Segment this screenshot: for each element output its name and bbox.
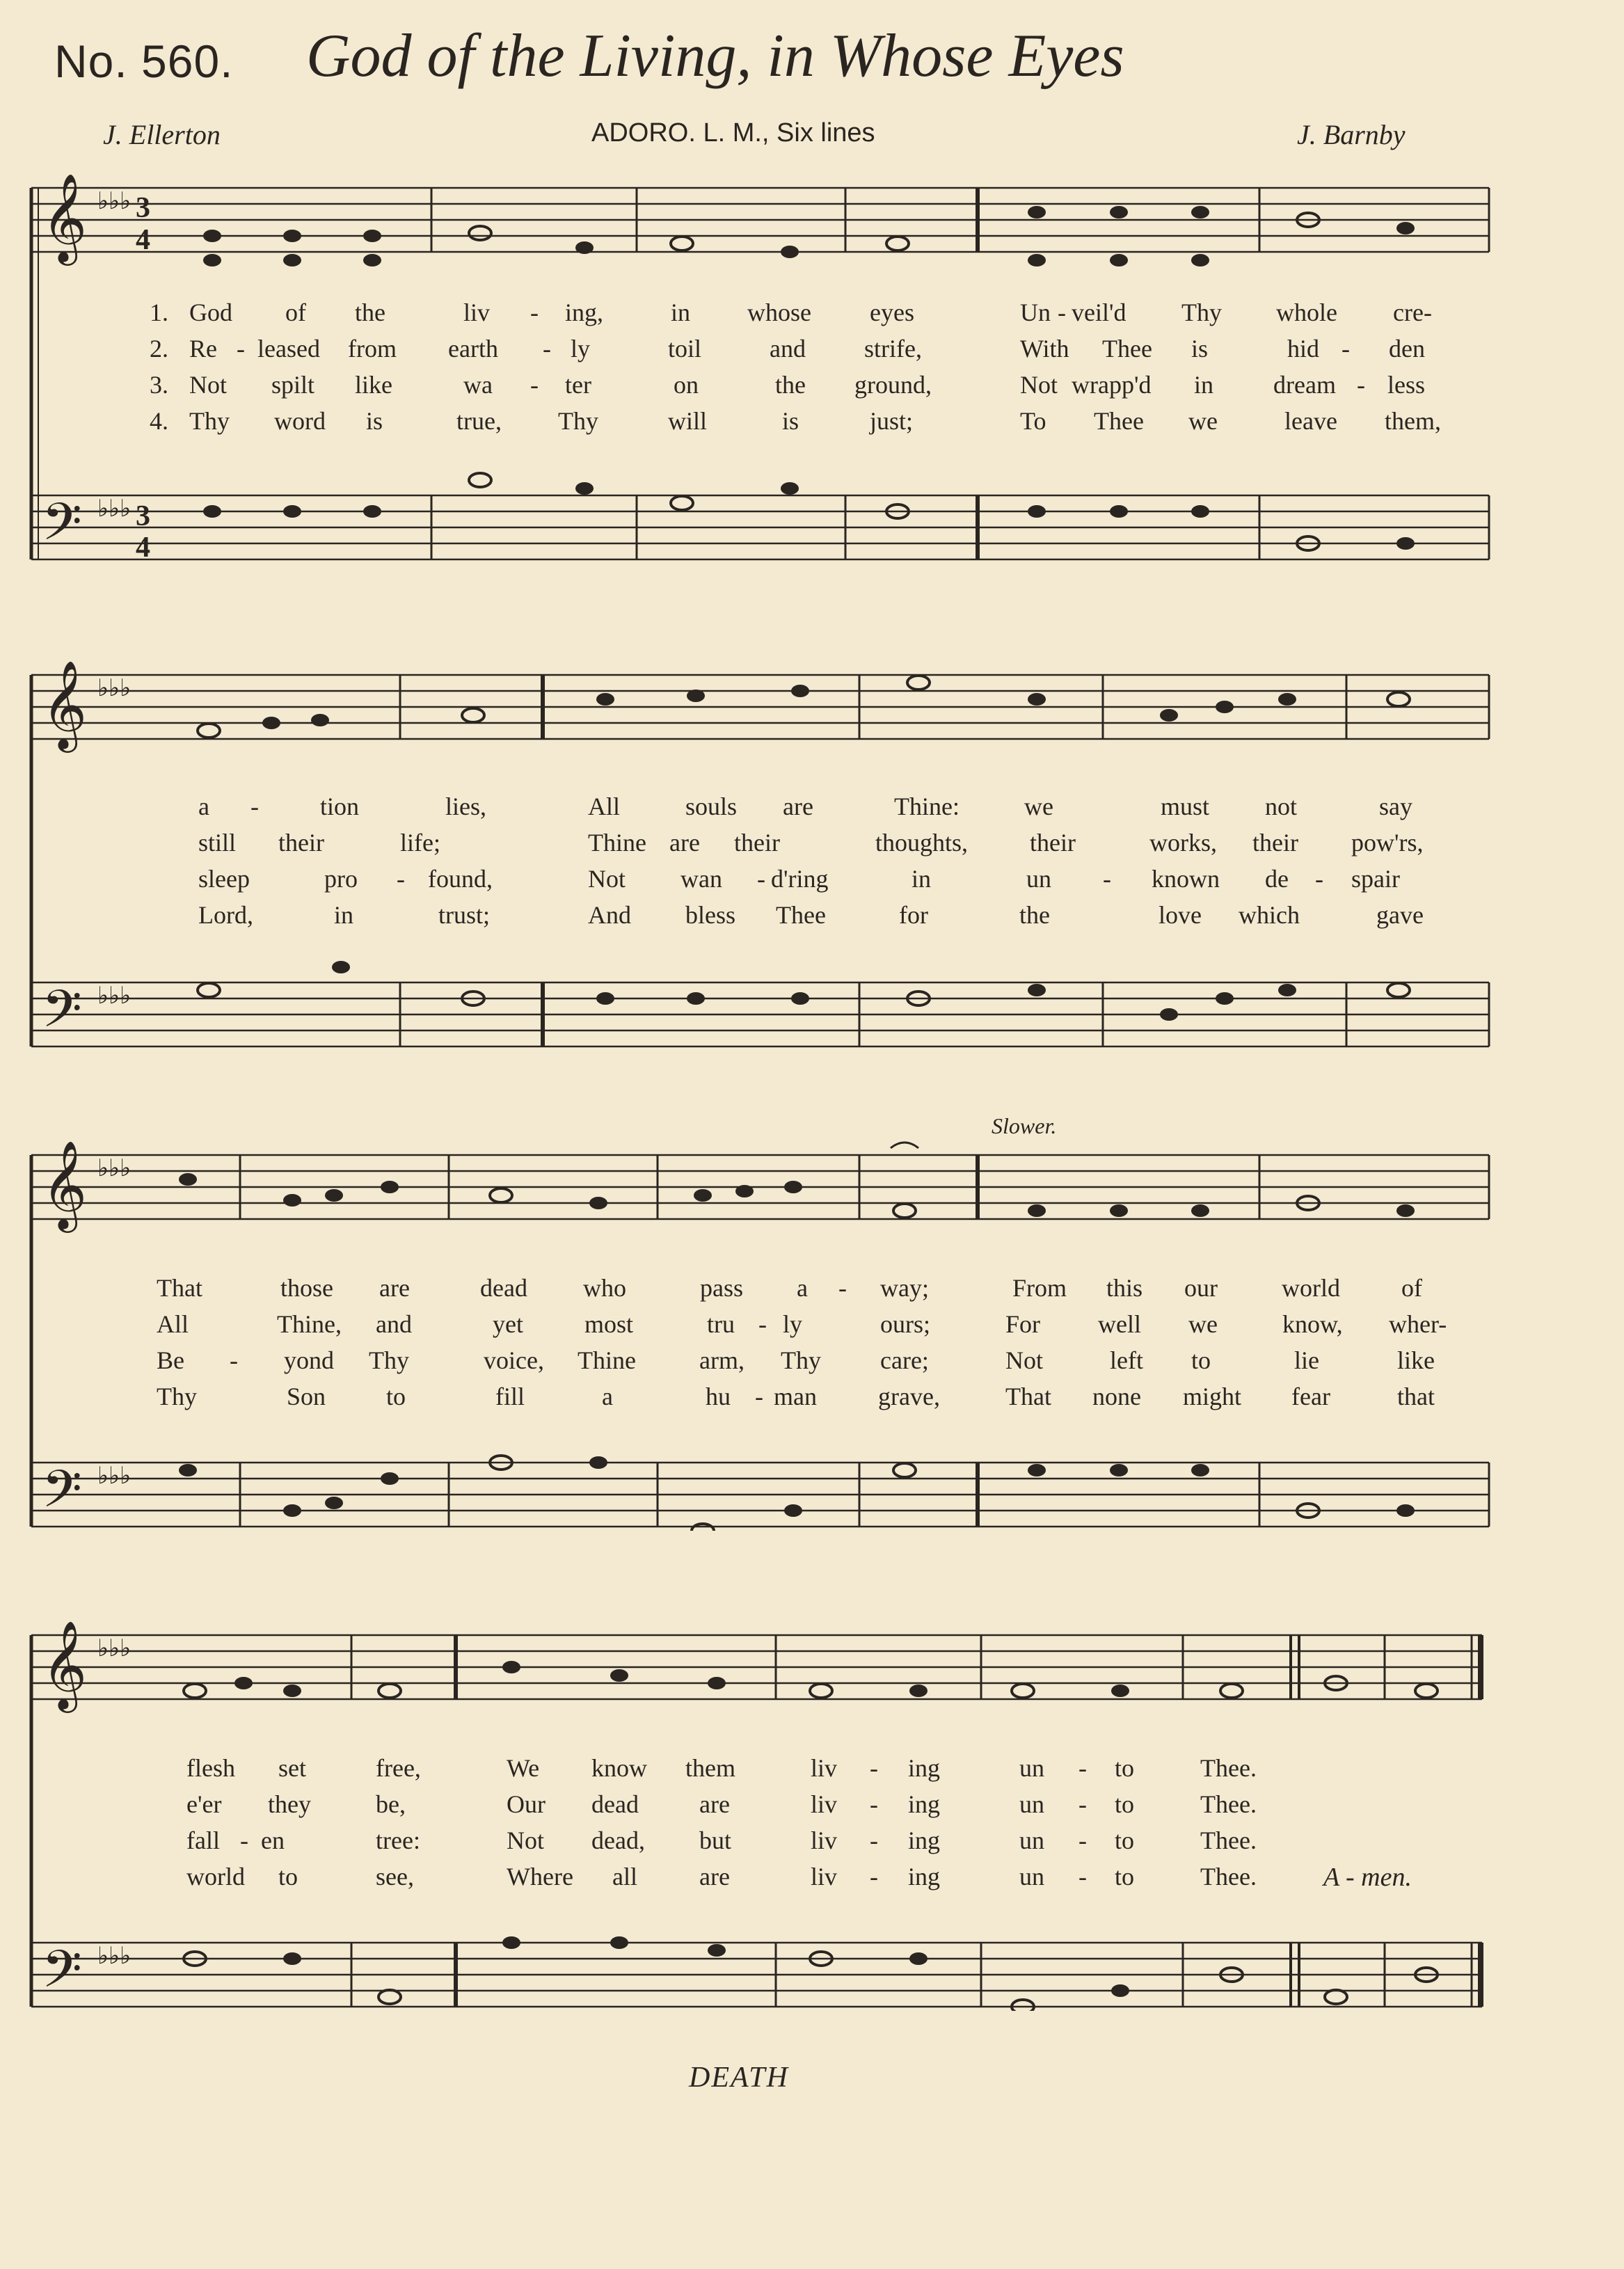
syllable: - <box>250 793 259 820</box>
syllable: For <box>1005 1310 1041 1338</box>
syllable: All <box>588 793 621 820</box>
syllable: To <box>1020 407 1046 435</box>
syllable: All <box>157 1310 189 1338</box>
syllable: to <box>1191 1346 1211 1374</box>
time-signature-bottom-treble: 4 <box>136 224 150 256</box>
section-footer: DEATH <box>689 2062 789 2094</box>
syllable: ground, <box>854 371 932 399</box>
treble-clef-icon: 𝄞 <box>42 1621 88 1709</box>
syllable: en <box>261 1826 285 1854</box>
syllable: none <box>1092 1383 1141 1410</box>
syllable: way; <box>880 1274 929 1302</box>
syllable: gave <box>1376 901 1424 929</box>
syllable: un <box>1019 1754 1044 1782</box>
syllable: who <box>583 1274 626 1302</box>
syllable: ly <box>571 335 591 363</box>
syllable: With <box>1020 335 1069 363</box>
syllable: free, <box>376 1754 421 1782</box>
syllable: arm, <box>699 1346 745 1374</box>
syllable: like <box>1397 1346 1435 1374</box>
syllable: souls <box>685 793 738 820</box>
syllable: pro <box>324 865 358 893</box>
syllable: - <box>1357 371 1365 399</box>
syllable: in <box>671 298 691 326</box>
syllable: to <box>1115 1826 1135 1854</box>
syllable: found, <box>428 865 493 893</box>
syllable: this <box>1106 1274 1143 1302</box>
syllable: are <box>783 793 813 820</box>
syllable: word <box>274 407 326 435</box>
syllable: earth <box>448 335 498 363</box>
syllable: fill <box>495 1383 525 1410</box>
syllable: - <box>1078 1863 1087 1890</box>
syllable: to <box>1115 1790 1135 1818</box>
verse-line-1 <box>0 1273 1624 1309</box>
syllable: care; <box>880 1346 929 1374</box>
syllable: liv <box>811 1754 838 1782</box>
svg-text:♭♭♭: ♭♭♭ <box>97 1156 132 1181</box>
syllable: the <box>1019 901 1050 929</box>
syllable: Be <box>157 1346 184 1374</box>
lyrics-system-2 <box>0 792 1624 937</box>
syllable: Son <box>287 1383 326 1410</box>
syllable: are <box>379 1274 410 1302</box>
treble-clef-icon: 𝄞 <box>42 661 88 749</box>
syllable: to <box>1115 1863 1135 1890</box>
syllable: We <box>507 1754 540 1782</box>
svg-text:♭♭♭: ♭♭♭ <box>97 1943 132 1969</box>
syllable: are <box>669 829 700 857</box>
syllable: we <box>1024 793 1053 820</box>
author-credit: J. Ellerton <box>103 119 221 150</box>
syllable: thoughts, <box>875 829 969 857</box>
syllable: their <box>1252 829 1298 857</box>
time-signature-top-treble: 3 <box>136 192 150 224</box>
syllable: hid <box>1287 335 1320 363</box>
syllable: and <box>770 335 806 363</box>
verse-line-1 <box>0 1753 1624 1790</box>
syllable: Where <box>507 1863 573 1890</box>
syllable: trust; <box>438 901 491 929</box>
syllable: is <box>366 407 383 435</box>
syllable: dead <box>480 1274 527 1302</box>
syllable: - <box>870 1754 878 1782</box>
syllable: fear <box>1291 1383 1330 1410</box>
syllable: Thee. <box>1200 1790 1257 1818</box>
syllable: lies, <box>445 793 486 820</box>
syllable: bless <box>685 901 735 929</box>
syllable: Thee. <box>1200 1754 1257 1782</box>
verse-line-1 <box>0 792 1624 828</box>
syllable: in <box>334 901 354 929</box>
verse-line-4 <box>0 900 1624 937</box>
syllable: tree: <box>376 1826 420 1854</box>
syllable: whose <box>747 298 811 326</box>
syllable: left <box>1110 1346 1143 1374</box>
syllable: must <box>1161 793 1210 820</box>
syllable: flesh <box>186 1754 235 1782</box>
verse-line-2 <box>0 1309 1624 1346</box>
syllable: yet <box>493 1310 523 1338</box>
syllable: un <box>1019 1863 1044 1890</box>
syllable: un <box>1019 1826 1044 1854</box>
syllable: are <box>699 1863 730 1890</box>
syllable: be, <box>376 1790 406 1818</box>
syllable: but <box>699 1826 732 1854</box>
syllable: fall <box>186 1826 220 1854</box>
syllable: Not <box>507 1826 544 1854</box>
syllable: ing, <box>565 298 604 326</box>
treble-staff-1 <box>31 188 1489 252</box>
syllable: lie <box>1294 1346 1319 1374</box>
verse-line-4 <box>0 1862 1624 1898</box>
syllable: liv <box>811 1790 838 1818</box>
syllable: world <box>1282 1274 1340 1302</box>
syllable: - <box>870 1790 878 1818</box>
syllable: Thee <box>776 901 826 929</box>
syllable: ing <box>908 1754 941 1782</box>
syllable: That <box>157 1274 202 1302</box>
syllable: tru <box>707 1310 735 1338</box>
syllable: might <box>1183 1383 1242 1410</box>
syllable: well <box>1098 1310 1141 1338</box>
syllable: set <box>278 1754 306 1782</box>
syllable: - <box>1078 1754 1087 1782</box>
syllable: Thy <box>369 1346 409 1374</box>
syllable: for <box>899 901 928 929</box>
syllable: Not <box>189 371 227 399</box>
syllable: not <box>1265 793 1298 820</box>
syllable: liv <box>811 1863 838 1890</box>
syllable: they <box>268 1790 311 1818</box>
syllable: grave, <box>878 1383 940 1410</box>
bass-clef-icon: 𝄢 <box>42 492 82 564</box>
syllable: - <box>870 1863 878 1890</box>
syllable: Thee. <box>1200 1826 1257 1854</box>
hymn-number: No. 560. <box>54 35 234 87</box>
verse-line-2 <box>0 1790 1624 1826</box>
tempo-marking: Slower. <box>992 1113 1057 1138</box>
syllable: to <box>386 1383 406 1410</box>
syllable: know <box>591 1754 647 1782</box>
verse-line-4 <box>0 406 1624 443</box>
syllable: their <box>278 829 324 857</box>
syllable: true, <box>456 407 502 435</box>
syllable: like <box>355 371 392 399</box>
syllable: - <box>237 335 245 363</box>
tune-meter: ADORO. L. M., Six lines <box>591 118 875 148</box>
fermata-icon <box>891 1143 918 1148</box>
syllable: which <box>1239 901 1300 929</box>
verse-line-3 <box>0 864 1624 900</box>
syllable: the <box>775 371 806 399</box>
syllable: know, <box>1282 1310 1343 1338</box>
syllable: voice, <box>484 1346 544 1374</box>
syllable: God <box>189 298 232 326</box>
syllable: pass <box>700 1274 743 1302</box>
syllable: liv <box>463 298 491 326</box>
bass-clef-icon: 𝄢 <box>42 979 82 1051</box>
time-signature-bottom-bass: 4 <box>136 532 150 564</box>
syllable: Thee <box>1094 407 1144 435</box>
syllable: is <box>782 407 799 435</box>
syllable: de <box>1265 865 1289 893</box>
verse-number: 2. <box>150 335 168 363</box>
syllable: - <box>1103 865 1111 893</box>
syllable: veil'd <box>1072 298 1127 326</box>
syllable: Our <box>507 1790 546 1818</box>
syllable: leave <box>1284 407 1337 435</box>
syllable: hu <box>706 1383 731 1410</box>
syllable: still <box>198 829 237 857</box>
syllable: toil <box>668 335 702 363</box>
syllable: of <box>1401 1274 1422 1302</box>
syllable: - <box>1078 1826 1087 1854</box>
syllable: Lord, <box>198 901 253 929</box>
syllable: Thine: <box>894 793 960 820</box>
verse-line-2 <box>0 828 1624 864</box>
syllable: - <box>757 865 765 893</box>
syllable: works, <box>1149 829 1217 857</box>
syllable: world <box>186 1863 245 1890</box>
syllable: ing <box>908 1863 941 1890</box>
syllable: known <box>1152 865 1220 893</box>
syllable: them <box>685 1754 735 1782</box>
syllable: e'er <box>186 1790 222 1818</box>
svg-text:♭♭♭: ♭♭♭ <box>97 1463 132 1489</box>
syllable: - <box>230 1346 238 1374</box>
syllable: on <box>674 371 699 399</box>
syllable: - <box>1058 298 1066 326</box>
syllable: in <box>911 865 932 893</box>
syllable: wan <box>680 865 722 893</box>
syllable: a <box>602 1383 613 1410</box>
syllable: wa <box>463 371 493 399</box>
syllable: - <box>530 298 539 326</box>
syllable: spilt <box>271 371 315 399</box>
syllable: ours; <box>880 1310 930 1338</box>
syllable: cre- <box>1393 298 1432 326</box>
syllable: most <box>584 1310 634 1338</box>
syllable: life; <box>400 829 440 857</box>
syllable: Un <box>1020 298 1051 326</box>
syllable: - <box>1078 1790 1087 1818</box>
time-signature-top-bass: 3 <box>136 500 150 532</box>
syllable: un <box>1019 1790 1044 1818</box>
syllable: spair <box>1351 865 1400 893</box>
syllable: - <box>758 1310 767 1338</box>
syllable: pow'rs, <box>1351 829 1424 857</box>
syllable: will <box>668 407 708 435</box>
bass-clef-icon: 𝄢 <box>42 1939 82 2011</box>
syllable: - <box>543 335 551 363</box>
syllable: That <box>1005 1383 1051 1410</box>
treble-clef-icon: 𝄞 <box>42 1141 88 1229</box>
syllable: - <box>240 1826 248 1854</box>
syllable: Thine <box>578 1346 636 1374</box>
syllable: dream <box>1273 371 1336 399</box>
syllable: that <box>1397 1383 1435 1410</box>
verse-number: 4. <box>150 407 168 435</box>
syllable: Not <box>1005 1346 1043 1374</box>
syllable: the <box>355 298 385 326</box>
syllable: from <box>348 335 397 363</box>
syllable: eyes <box>870 298 914 326</box>
syllable: to <box>278 1863 298 1890</box>
verse-number: 3. <box>150 371 168 399</box>
syllable: - <box>1315 865 1323 893</box>
syllable: say <box>1379 793 1412 820</box>
syllable: Thy <box>781 1346 821 1374</box>
syllable: Thy <box>189 407 230 435</box>
syllable: Thee <box>1102 335 1152 363</box>
syllable: - <box>397 865 405 893</box>
syllable: den <box>1389 335 1425 363</box>
verse-line-2 <box>0 334 1624 370</box>
syllable: Thine, <box>277 1310 342 1338</box>
hymn-title: God of the Living, in Whose Eyes <box>306 22 1124 90</box>
syllable: Thy <box>558 407 598 435</box>
syllable: a <box>198 793 209 820</box>
bass-clef-icon: 𝄢 <box>42 1459 82 1531</box>
amen-text: A - men. <box>1323 1863 1412 1892</box>
verse-line-3 <box>0 1826 1624 1862</box>
lyrics-system-3 <box>0 1273 1624 1418</box>
syllable: wher- <box>1389 1310 1447 1338</box>
syllable: ing <box>908 1790 941 1818</box>
syllable: of <box>285 298 306 326</box>
syllable: are <box>699 1790 730 1818</box>
syllable: From <box>1012 1274 1067 1302</box>
syllable: their <box>734 829 780 857</box>
syllable: - <box>870 1826 878 1854</box>
syllable: is <box>1191 335 1209 363</box>
syllable: - <box>838 1274 847 1302</box>
syllable: un <box>1026 865 1051 893</box>
syllable: whole <box>1276 298 1337 326</box>
verse-line-4 <box>0 1382 1624 1418</box>
syllable: their <box>1030 829 1076 857</box>
svg-text:♭♭♭: ♭♭♭ <box>97 676 132 701</box>
bass-staff-1 <box>31 495 1489 559</box>
syllable: our <box>1184 1274 1218 1302</box>
composer-credit: J. Barnby <box>1297 119 1406 150</box>
syllable: ter <box>565 371 591 399</box>
syllable: - <box>755 1383 763 1410</box>
syllable: tion <box>320 793 360 820</box>
verse-line-3 <box>0 1346 1624 1382</box>
syllable: we <box>1188 407 1218 435</box>
syllable: Thy <box>1181 298 1222 326</box>
syllable: to <box>1115 1754 1135 1782</box>
syllable: And <box>588 901 631 929</box>
verse-line-3 <box>0 370 1624 406</box>
syllable: Not <box>588 865 626 893</box>
syllable: - <box>530 371 539 399</box>
syllable: wrapp'd <box>1072 371 1152 399</box>
syllable: just; <box>870 407 914 435</box>
treble-clef-icon: 𝄞 <box>42 174 88 262</box>
syllable: see, <box>376 1863 414 1890</box>
syllable: all <box>612 1863 637 1890</box>
syllable: dead, <box>591 1826 645 1854</box>
syllable: sleep <box>198 865 250 893</box>
syllable: a <box>797 1274 808 1302</box>
syllable: ing <box>908 1826 941 1854</box>
svg-text:♭♭♭: ♭♭♭ <box>97 1636 132 1662</box>
syllable: dead <box>591 1790 639 1818</box>
syllable: in <box>1194 371 1214 399</box>
syllable: love <box>1159 901 1202 929</box>
syllable: Thine <box>588 829 646 857</box>
syllable: them, <box>1385 407 1441 435</box>
syllable: we <box>1188 1310 1218 1338</box>
key-signature-flats-bass: ♭♭♭ <box>97 496 132 522</box>
svg-text:♭♭♭: ♭♭♭ <box>97 983 132 1009</box>
verse-number: 1. <box>150 298 168 326</box>
syllable: Thy <box>157 1383 197 1410</box>
syllable: Thee. <box>1200 1863 1257 1890</box>
syllable: - <box>1342 335 1350 363</box>
syllable: ly <box>783 1310 803 1338</box>
lyrics-system-4 <box>0 1753 1624 1898</box>
syllable: man <box>774 1383 817 1410</box>
verse-line-1 <box>0 298 1624 334</box>
syllable: leased <box>257 335 320 363</box>
syllable: Not <box>1020 371 1058 399</box>
lyrics-system-1 <box>0 298 1624 443</box>
key-signature-flats-treble: ♭♭♭ <box>97 189 132 214</box>
syllable: those <box>280 1274 333 1302</box>
syllable: and <box>376 1310 412 1338</box>
syllable: Re <box>189 335 217 363</box>
syllable: d'ring <box>771 865 829 893</box>
syllable: yond <box>284 1346 334 1374</box>
syllable: strife, <box>864 335 922 363</box>
syllable: less <box>1387 371 1425 399</box>
syllable: liv <box>811 1826 838 1854</box>
